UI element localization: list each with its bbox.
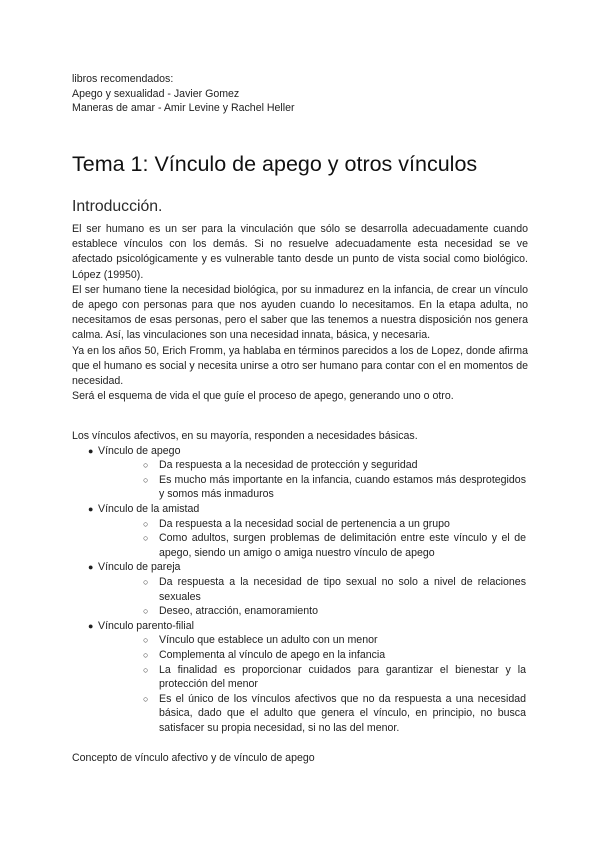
bond-label: Vínculo de pareja <box>98 561 181 574</box>
sub-item-text: Da respuesta a la necesidad de tipo sexual no solo a nivel de relaciones sexuales <box>159 575 526 603</box>
circle-bullet-icon: ○ <box>143 606 149 617</box>
circle-bullet-icon: ○ <box>143 518 149 529</box>
bullet-icon: ● <box>88 503 94 514</box>
list-item <box>72 444 526 502</box>
book-1: Apego y sexualidad - Javier Gomez <box>72 87 240 100</box>
sub-list-item <box>143 633 526 648</box>
intro-text <box>72 222 528 404</box>
circle-bullet-icon: ○ <box>143 533 149 544</box>
bullet-icon: ● <box>88 562 94 573</box>
circle-bullet-icon: ○ <box>143 474 149 485</box>
list-item <box>72 502 526 560</box>
sub-list-item <box>143 458 526 473</box>
sub-item-text: Complementa al vínculo de apego en la infancia <box>159 648 386 661</box>
paragraph: El ser humano es un ser para la vinculación que sólo se desarrolla adecuadamente cuando establece vínculos con los demás. Si no resuelve adecuadamente esta necesidad se ve afectado psicológicamente y es vulnerable tanto desde un punto de vista social como biológico. López (19950). <box>72 223 528 281</box>
sub-list-item <box>143 531 526 560</box>
recommended-books <box>72 72 295 116</box>
sub-list-item <box>143 517 526 532</box>
concept-heading: Concepto de vínculo afectivo y de vínculo de apego <box>72 752 315 764</box>
paragraph: Ya en los años 50, Erich Fromm, ya hablaba en términos parecidos a los de Lopez, donde afirma que el humano es social y necesita unirse a otro ser humano para contar con el en momentos de necesidad. <box>72 344 528 388</box>
circle-bullet-icon: ○ <box>143 664 149 675</box>
list-item <box>72 619 526 736</box>
affective-bonds-intro: Los vínculos afectivos, en su mayoría, responden a necesidades básicas. <box>72 430 418 442</box>
bullet-icon: ● <box>88 620 94 631</box>
sub-list-item <box>143 575 526 604</box>
page-title: Tema 1: Vínculo de apego y otros vínculos <box>72 152 478 176</box>
books-heading: libros recomendados: <box>72 73 174 85</box>
sub-list-item <box>143 604 526 619</box>
sub-item-text: Como adultos, surgen problemas de delimitación entre este vínculo y el de apego, siendo un amigo o amiga nuestro vínculo de apego <box>159 532 526 559</box>
sub-list <box>98 633 526 735</box>
list-item <box>72 560 526 618</box>
circle-bullet-icon: ○ <box>143 460 149 471</box>
paragraph: Será el esquema de vida el que guíe el proceso de apego, generando uno o otro. <box>72 390 454 403</box>
bond-label: Vínculo de la amistad <box>98 502 200 515</box>
sub-item-text: Es el único de los vínculos afectivos que no da respuesta a una necesidad básica, dado que el adulto que genera el vínculo, en principio, no busca satisfacer su propia necesidad, si no las del menor. <box>159 692 526 734</box>
sub-item-text: Da respuesta a la necesidad de protección y seguridad <box>159 459 418 472</box>
sub-list-item <box>143 473 526 502</box>
circle-bullet-icon: ○ <box>143 649 149 660</box>
section-heading: Introducción. <box>72 198 163 215</box>
bond-label: Vínculo de apego <box>98 444 181 457</box>
paragraph: El ser humano tiene la necesidad biológica, por su inmadurez en la infancia, de crear un vínculo de apego con personas para que nos ayuden cuando lo necesitamos. En la etapa adulta, no necesitamos de esas personas, pero el saber que las tenemos a nuestra disposición nos genera calma. Así, las vinculaciones son una necesidad innata, básica, y necesaria. <box>72 283 528 342</box>
bond-label: Vínculo parento-filial <box>98 619 194 632</box>
sub-list <box>98 575 526 619</box>
sub-item-text: Da respuesta a la necesidad social de pertenencia a un grupo <box>159 517 450 530</box>
circle-bullet-icon: ○ <box>143 635 149 646</box>
sub-list-item <box>143 692 526 736</box>
bond-types-list <box>72 444 526 736</box>
affective-bonds-section <box>72 429 526 735</box>
sub-item-text: Es mucho más importante en la infancia, cuando estamos más desprotegidos y somos más inmaduros <box>159 473 526 501</box>
sub-list-item <box>143 648 526 663</box>
circle-bullet-icon: ○ <box>143 576 149 587</box>
sub-list <box>98 517 526 561</box>
circle-bullet-icon: ○ <box>143 693 149 704</box>
sub-list <box>98 458 526 502</box>
sub-item-text: La finalidad es proporcionar cuidados para garantizar el bienestar y la protección del menor <box>159 663 526 691</box>
sub-list-item <box>143 663 526 692</box>
bullet-icon: ● <box>88 445 94 456</box>
book-2: Maneras de amar - Amir Levine y Rachel Heller <box>72 102 295 115</box>
sub-item-text: Vínculo que establece un adulto con un menor <box>159 634 378 647</box>
sub-item-text: Deseo, atracción, enamoramiento <box>159 605 318 618</box>
